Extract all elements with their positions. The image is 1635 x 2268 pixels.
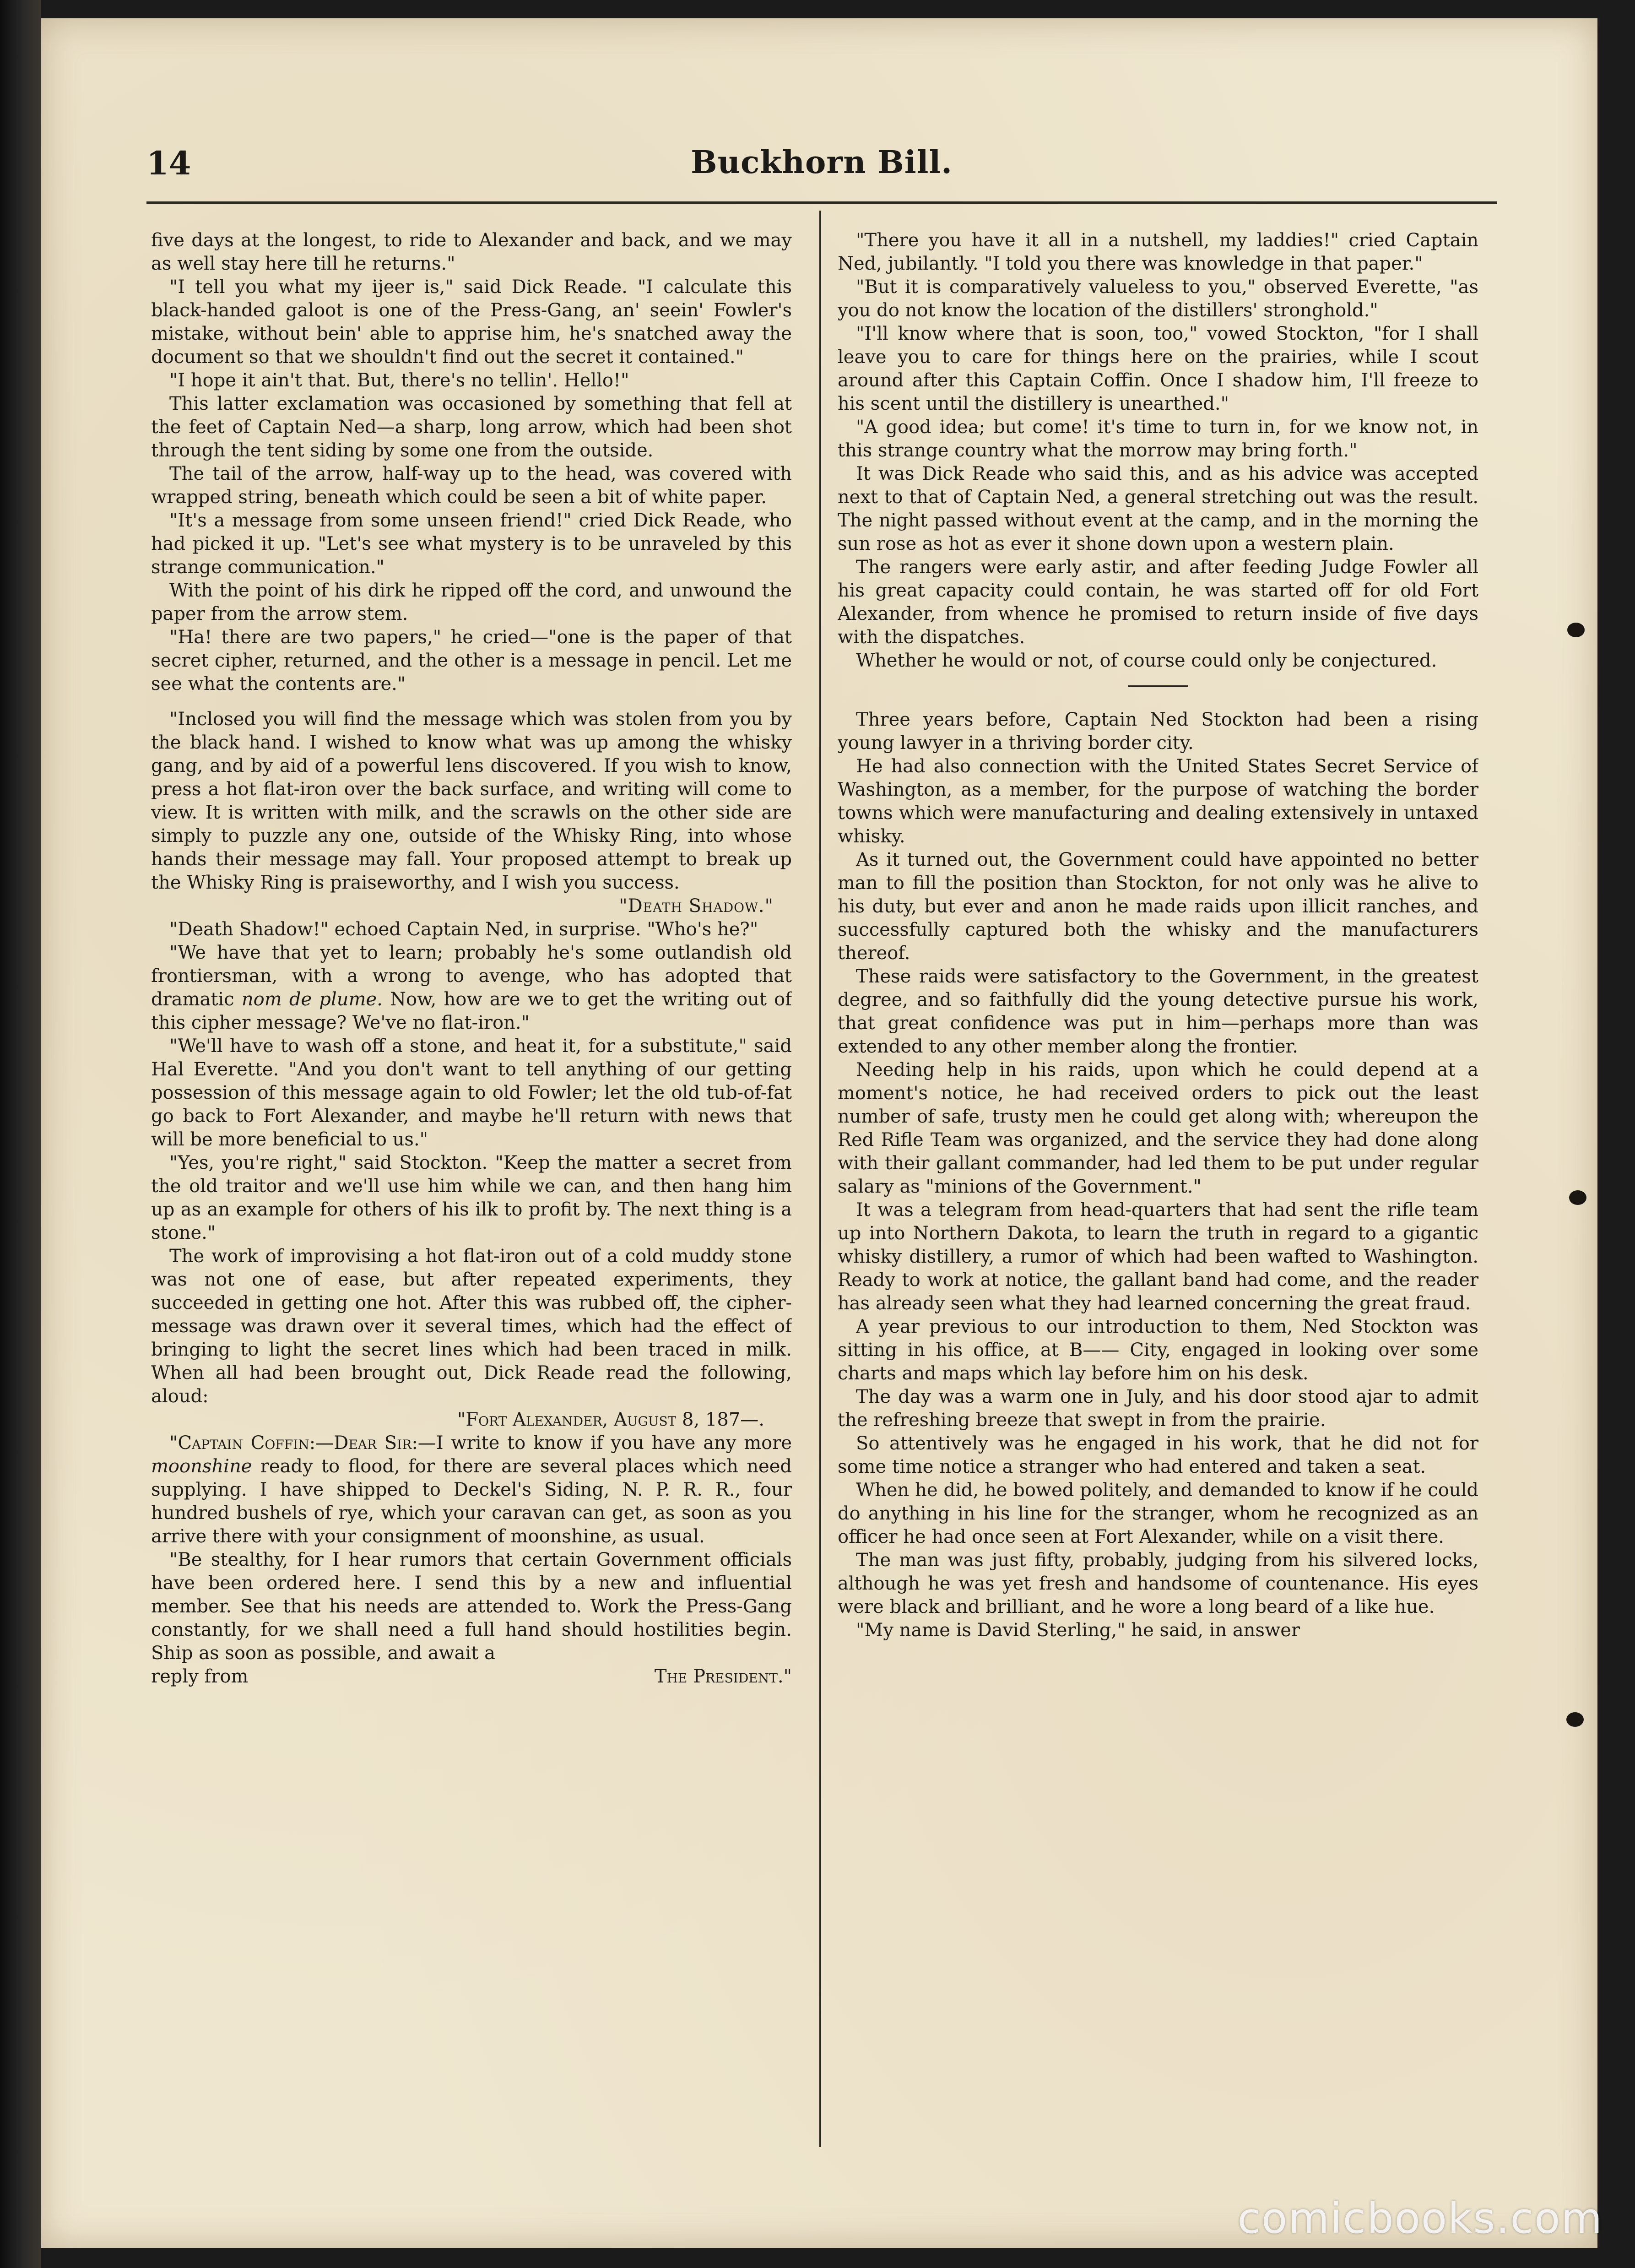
paragraph: "We'll have to wash off a stone, and heat it, for a substitute," said Hal Everette. "And you don't want to tell anything of our getting possession of this message again to old Fowler; let the old tub-of-fat go back to Fort Alexander, and maybe he'll return with news that will be more beneficial to us." (151, 1036, 792, 1150)
paragraph: "Death Shadow!" echoed Captain Ned, in surprise. "Who's he?" (169, 919, 758, 940)
letter-dateline: "Fort Alexander, August 8, 187—. (457, 1409, 764, 1430)
paragraph (151, 941, 792, 1035)
paragraph: When he did, he bowed politely, and demanded to know if he could do anything in his line for the stranger, whom he recognized as an officer he had once seen at Fort Alexander, while on a visit there. (838, 1480, 1478, 1547)
paragraph: "I'll know where that is soon, too," vowed Stockton, "for I shall leave you to care for things here on the prairies, while I scout around after this Captain Coffin. Once I shadow him, I'll freeze to his scent until the distillery is unearthed." (838, 323, 1478, 414)
paragraph: A year previous to our introduction to them, Ned Stockton was sitting in his office, at B—— City, engaged in looking over some charts and maps which lay before him on his desk. (838, 1316, 1478, 1384)
paragraph-text: I write to know if you have any more (436, 1432, 792, 1454)
paragraph: Needing help in his raids, upon which he could depend at a moment's notice, he had received orders to pick out the least number of safe, trusty men he could get along with; whereupon the Red Rifle Team was organized, and the service they had done along with their gallant commander, had led them to be put under regular salary as "minions of the Government." (838, 1059, 1478, 1197)
paragraph: five days at the longest, to ride to Alexander and back, and we may as well stay here till he returns." (151, 230, 792, 274)
paragraph: It was Dick Reade who said this, and as his advice was accepted next to that of Captain Ned, a general stretching out was the result. The night passed without event at the camp, and in the morning the sun rose as hot as ever it shone down upon a western plain. (838, 463, 1478, 554)
letter-signature: The President." (654, 1666, 792, 1687)
paragraph: "Ha! there are two papers," he cried—"one is the paper of that secret cipher, returned, and the other is a message in pencil. Let me see what the contents are." (151, 627, 792, 695)
book-binding (0, 0, 41, 2268)
paragraph: It was a telegram from head-quarters that had sent the rifle team up into Northern Dakota, to learn the truth in regard to a gigantic whisky distillery, a rumor of which had been wafted to Washington. Ready to work at notice, the gallant band had come, and the reader has already seen what they had learned concerning the great fraud. (838, 1199, 1478, 1314)
paragraph: "I tell you what my ijeer is," said Dick Reade. "I calculate this black-handed galoot is one of the Press-Gang, an' seein' Fowler's mistake, without bein' able to apprise him, he's snatched away the document so that we shouldn't find out the secret it contained." (151, 277, 792, 368)
paragraph: The day was a warm one in July, and his door stood ajar to admit the refreshing breeze that swept in from the prairie. (838, 1386, 1478, 1431)
italic-phrase: nom de plume. (241, 989, 383, 1010)
quoted-message: "Inclosed you will find the message which was stolen from you by the black hand. I wished to know what was up among the whisky gang, and by aid of a powerful lens discovered. If you wish to know, press a hot flat-iron over the back surface, and writing will come to view. It is written with milk, and the scrawls on the other side are simply to puzzle any one, outside of the Whisky Ring, into whose hands their message may fall. Your proposed attempt to break up the Whisky Ring is praiseworthy, and I wish you success. (151, 709, 792, 893)
page-damage-mark (1566, 1712, 1584, 1727)
left-column (151, 229, 792, 2129)
paragraph: With the point of his dirk he ripped off the cord, and unwound the paper from the arrow stem. (151, 580, 792, 624)
paragraph: So attentively was he engaged in his work, that he did not for some time notice a stranger who had entered and taken a seat. (838, 1433, 1478, 1477)
page-header (146, 135, 1497, 190)
message-signature: "Death Shadow." (619, 895, 774, 917)
paragraph: "A good idea; but come! it's time to turn in, for we know not, in this strange country what the morrow may bring forth." (838, 417, 1478, 461)
paragraph: As it turned out, the Government could have appointed no better man to fill the position than Stockton, for not only was he alive to his duty, but ever and anon he made raids upon illicit ranches, and successfully captured both the whisky and the manufacturers thereof. (838, 849, 1478, 964)
paragraph: The tail of the arrow, half-way up to the head, was covered with wrapped string, beneath which could be seen a bit of white paper. (151, 463, 792, 508)
paragraph: The man was just fifty, probably, judging from his silvered locks, although he was yet fresh and handsome of countenance. His eyes were black and brilliant, and he wore a long beard of a like hue. (838, 1550, 1478, 1617)
paragraph-text: Now, how are we to get the writing out of this cipher message? We've no flat-iron." (151, 989, 792, 1033)
page-number: 14 (146, 144, 191, 182)
page-damage-mark (1567, 623, 1585, 637)
paragraph: "It's a message from some unseen friend!" cried Dick Reade, who had picked it up. "Let's see what mystery is to be unraveled by this strange communication." (151, 510, 792, 578)
paragraph: The rangers were early astir, and after feeding Judge Fowler all his great capacity could contain, he was started off for old Fort Alexander, from whence he promised to return inside of five days with the dispatches. (838, 557, 1478, 648)
page-damage-mark (1569, 1190, 1586, 1205)
paragraph: "I hope it ain't that. But, there's no tellin'. Hello!" (169, 370, 629, 391)
italic-phrase: moonshine (151, 1456, 252, 1477)
paragraph: "There you have it all in a nutshell, my laddies!" cried Captain Ned, jubilantly. "I told you there was knowledge in that paper." (838, 230, 1478, 274)
paragraph-text: ready to flood, for there are several places which need supplying. I have shipped to Deckel's Siding, N. P. R. R., four hundred bushels of rye, which your caravan can get, as soon as you arrive there with your consignment of moonshine, as usual. (151, 1456, 792, 1547)
right-column (838, 229, 1478, 2129)
section-divider (1128, 685, 1188, 687)
document-page (41, 18, 1597, 2248)
paragraph: He had also connection with the United States Secret Service of Washington, as a member, for the purpose of watching the border towns which were manufacturing and dealing extensively in untaxed whisky. (838, 756, 1478, 847)
paragraph: Whether he would or not, of course could only be conjectured. (856, 650, 1437, 671)
paragraph: "But it is comparatively valueless to you," observed Everette, "as you do not know the location of the distillers' stronghold." (838, 277, 1478, 321)
paragraph-text: "We have that yet to learn; probably he's some outlandish old frontiersman, with a wrong to avenge, who has adopted that dramatic (151, 942, 792, 1010)
paragraph: "My name is David Sterling," he said, in answer (856, 1620, 1300, 1641)
paragraph: Three years before, Captain Ned Stockton had been a rising young lawyer in a thriving border city. (838, 709, 1478, 754)
paragraph: These raids were satisfactory to the Government, in the greatest degree, and so faithfully did the young detective pursue his work, that great confidence was put in him—perhaps more than was extended to any other member along the frontier. (838, 966, 1478, 1057)
letter-body (151, 1432, 792, 1548)
watermark-text: comicbooks.com (1237, 2194, 1603, 2243)
running-title: Buckhorn Bill. (691, 144, 953, 181)
column-divider (819, 211, 821, 2147)
letter-salutation: "Captain Coffin:—Dear Sir:— (169, 1432, 436, 1454)
paragraph: The work of improvising a hot flat-iron out of a cold muddy stone was not one of ease, but after repeated experiments, they succeeded in getting one hot. After this was rubbed off, the cipher-message was drawn over it several times, which had the effect of bringing to light the secret lines which had been traced in milk. When all had been brought out, Dick Reade read the following, aloud: (151, 1246, 792, 1407)
paragraph: "Yes, you're right," said Stockton. "Keep the matter a secret from the old traitor and we'll use him while we can, and then hang him up as an example for others of his ilk to profit by. The next thing is a stone." (151, 1152, 792, 1243)
header-rule (146, 201, 1497, 204)
letter-body: "Be stealthy, for I hear rumors that certain Government officials have been ordered here. I send this by a new and influential member. See that his needs are attended to. Work the Press-Gang constantly, for we shall need a full hand should hostilities begin. Ship as soon as possible, and await a (151, 1549, 792, 1664)
closing-text: reply from (151, 1666, 249, 1687)
paragraph: This latter exclamation was occasioned by something that fell at the feet of Captain Ned—a sharp, long arrow, which had been shot through the tent siding by some one from the outside. (151, 393, 792, 461)
letter-closing (151, 1665, 792, 1688)
